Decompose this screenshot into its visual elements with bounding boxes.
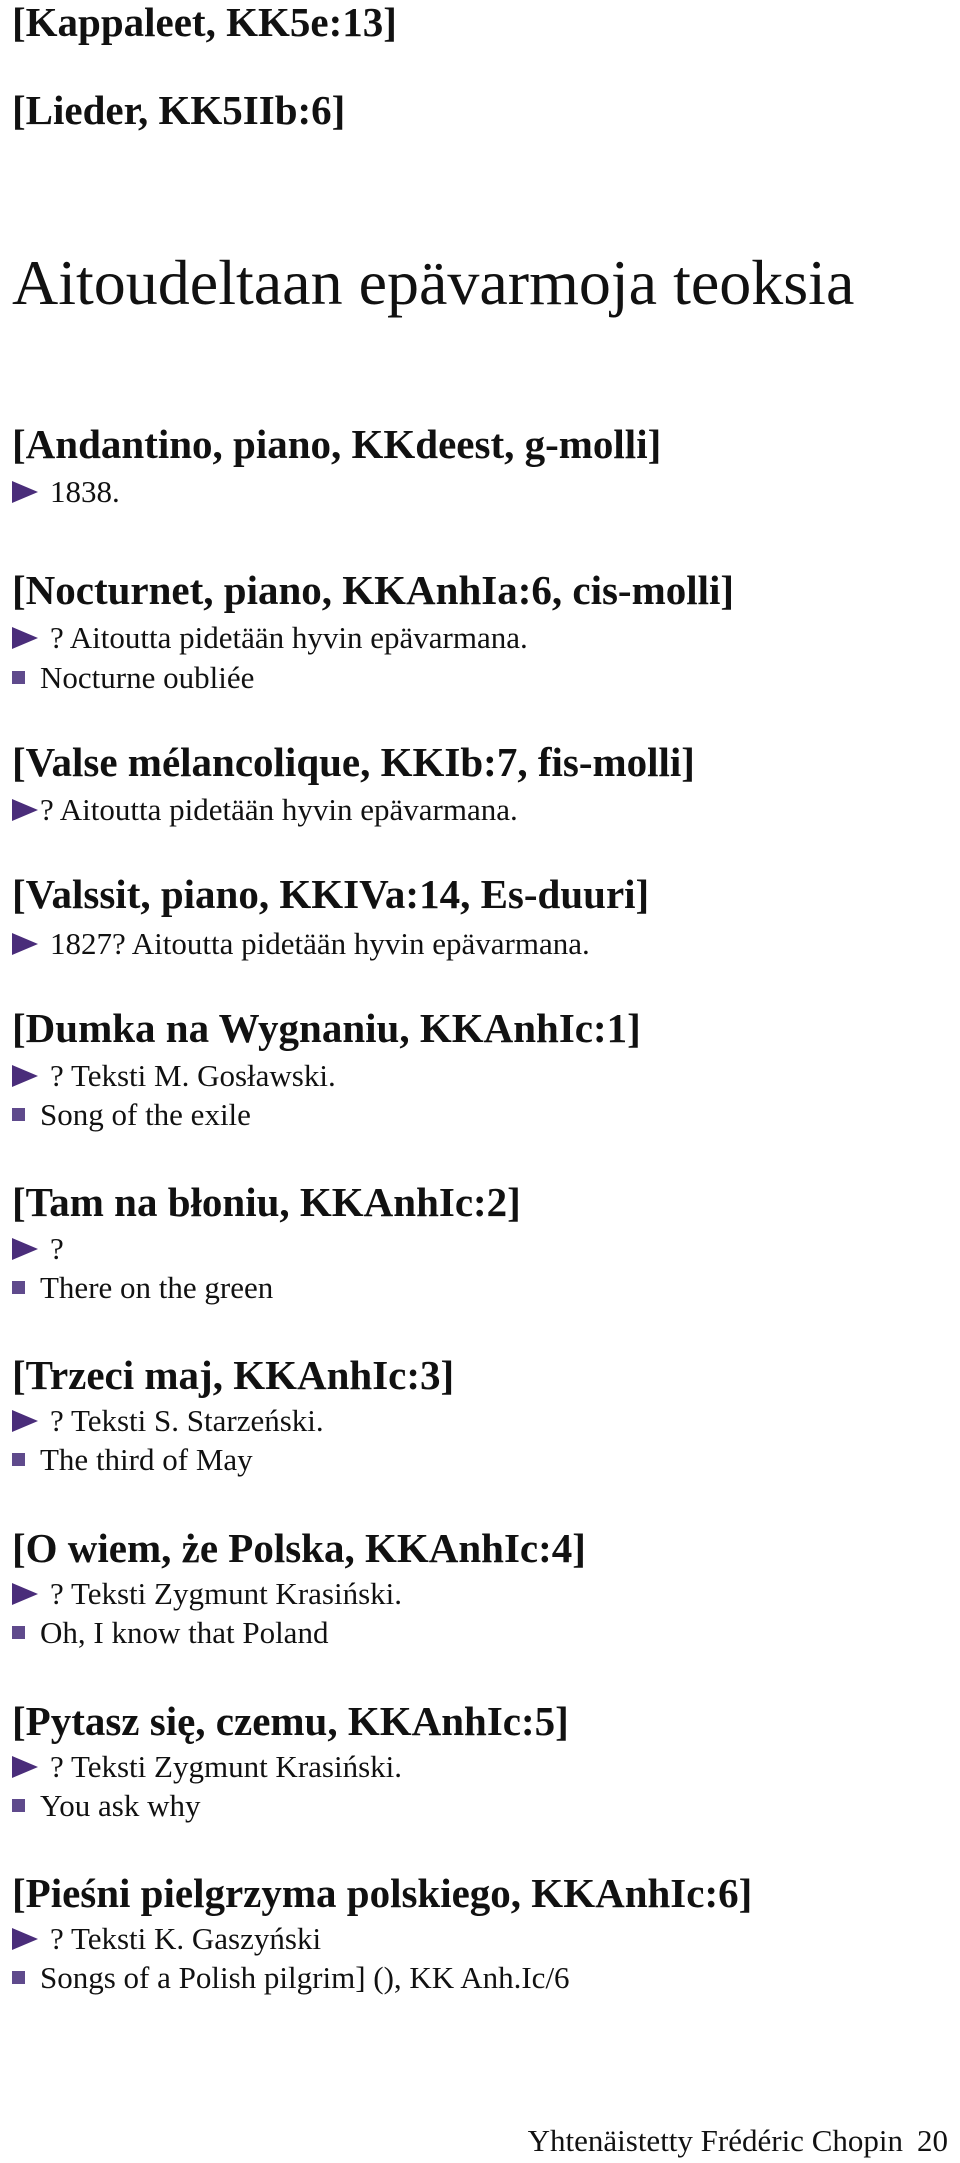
work-info-text: 1827? Aitoutta pidetään hyvin epävarmana. [50,926,590,961]
work-info [12,1058,336,1094]
work-info [12,926,590,962]
triangle-right-icon [12,1756,38,1778]
work-alt-title-text: Nocturne oubliée [40,660,255,695]
work-alt-title-text: Songs of a Polish pilgrim] (), KK Anh.Ic/6 [40,1960,570,1995]
work-info-text: ? [50,1231,64,1266]
work-title: [Trzeci maj, KKAnhIc:3] [12,1352,455,1398]
work-alt-title [12,660,254,696]
work-alt-title-text: The third of May [40,1442,253,1477]
work-title: [Nocturnet, piano, KKAnhIa:6, cis-molli] [12,567,735,613]
work-info-text: ? Aitoutta pidetään hyvin epävarmana. [50,620,528,655]
square-bullet-icon [12,1108,25,1121]
work-alt-title [12,1960,570,1996]
work-info-text: ? Aitoutta pidetään hyvin epävarmana. [40,792,518,827]
work-alt-title-text: Oh, I know that Poland [40,1615,329,1650]
square-bullet-icon [12,671,25,684]
work-title: [Valse mélancolique, KKIb:7, fis-molli] [12,739,695,785]
work-info [12,620,528,656]
triangle-right-icon [12,1583,38,1605]
work-info-text: 1838. [50,474,120,509]
work-info [12,792,518,828]
work-title: [Tam na błoniu, KKAnhIc:2] [12,1179,521,1225]
square-bullet-icon [12,1453,25,1466]
work-title: [Dumka na Wygnaniu, KKAnhIc:1] [12,1005,641,1051]
work-info-text: ? Teksti Zygmunt Krasiński. [50,1576,403,1611]
work-info [12,1749,402,1785]
work-alt-title [12,1788,201,1824]
work-alt-title-text: Song of the exile [40,1097,251,1132]
work-info-text: ? Teksti S. Starzeński. [50,1403,324,1438]
work-title: [Kappaleet, KK5e:13] [12,0,397,45]
work-title: [Andantino, piano, KKdeest, g-molli] [12,421,662,467]
work-title: [O wiem, że Polska, KKAnhIc:4] [12,1525,586,1571]
square-bullet-icon [12,1971,25,1984]
triangle-right-icon [12,1410,38,1432]
work-title: [Pytasz się, czemu, KKAnhIc:5] [12,1698,569,1744]
section-title: Aitoudeltaan epävarmoja teoksia [12,247,855,318]
work-info-text: ? Teksti Zygmunt Krasiński. [50,1749,403,1784]
footer-document-title: Yhtenäistetty Frédéric Chopin [527,2123,903,2158]
work-info [12,1231,64,1267]
triangle-right-icon [12,799,38,821]
work-alt-title [12,1615,328,1651]
work-alt-title-text: There on the green [40,1270,274,1305]
work-alt-title [12,1442,253,1478]
page-number: 20 [917,2123,948,2158]
square-bullet-icon [12,1281,25,1294]
work-info-text: ? Teksti K. Gaszyński [50,1921,322,1956]
work-alt-title [12,1270,273,1306]
work-info [12,1921,321,1957]
work-info [12,474,120,510]
work-info [12,1576,402,1612]
page-footer [528,2123,948,2159]
triangle-right-icon [12,481,38,503]
triangle-right-icon [12,1238,38,1260]
triangle-right-icon [12,933,38,955]
square-bullet-icon [12,1626,25,1639]
triangle-right-icon [12,1065,38,1087]
work-alt-title-text: You ask why [40,1788,201,1823]
work-title: [Valssit, piano, KKIVa:14, Es-duuri] [12,871,650,917]
work-info [12,1403,324,1439]
triangle-right-icon [12,1928,38,1950]
square-bullet-icon [12,1799,25,1812]
work-alt-title [12,1097,251,1133]
work-title: [Pieśni pielgrzyma polskiego, KKAnhIc:6] [12,1870,753,1916]
work-info-text: ? Teksti M. Gosławski. [50,1058,336,1093]
work-title: [Lieder, KK5IIb:6] [12,87,346,133]
triangle-right-icon [12,627,38,649]
